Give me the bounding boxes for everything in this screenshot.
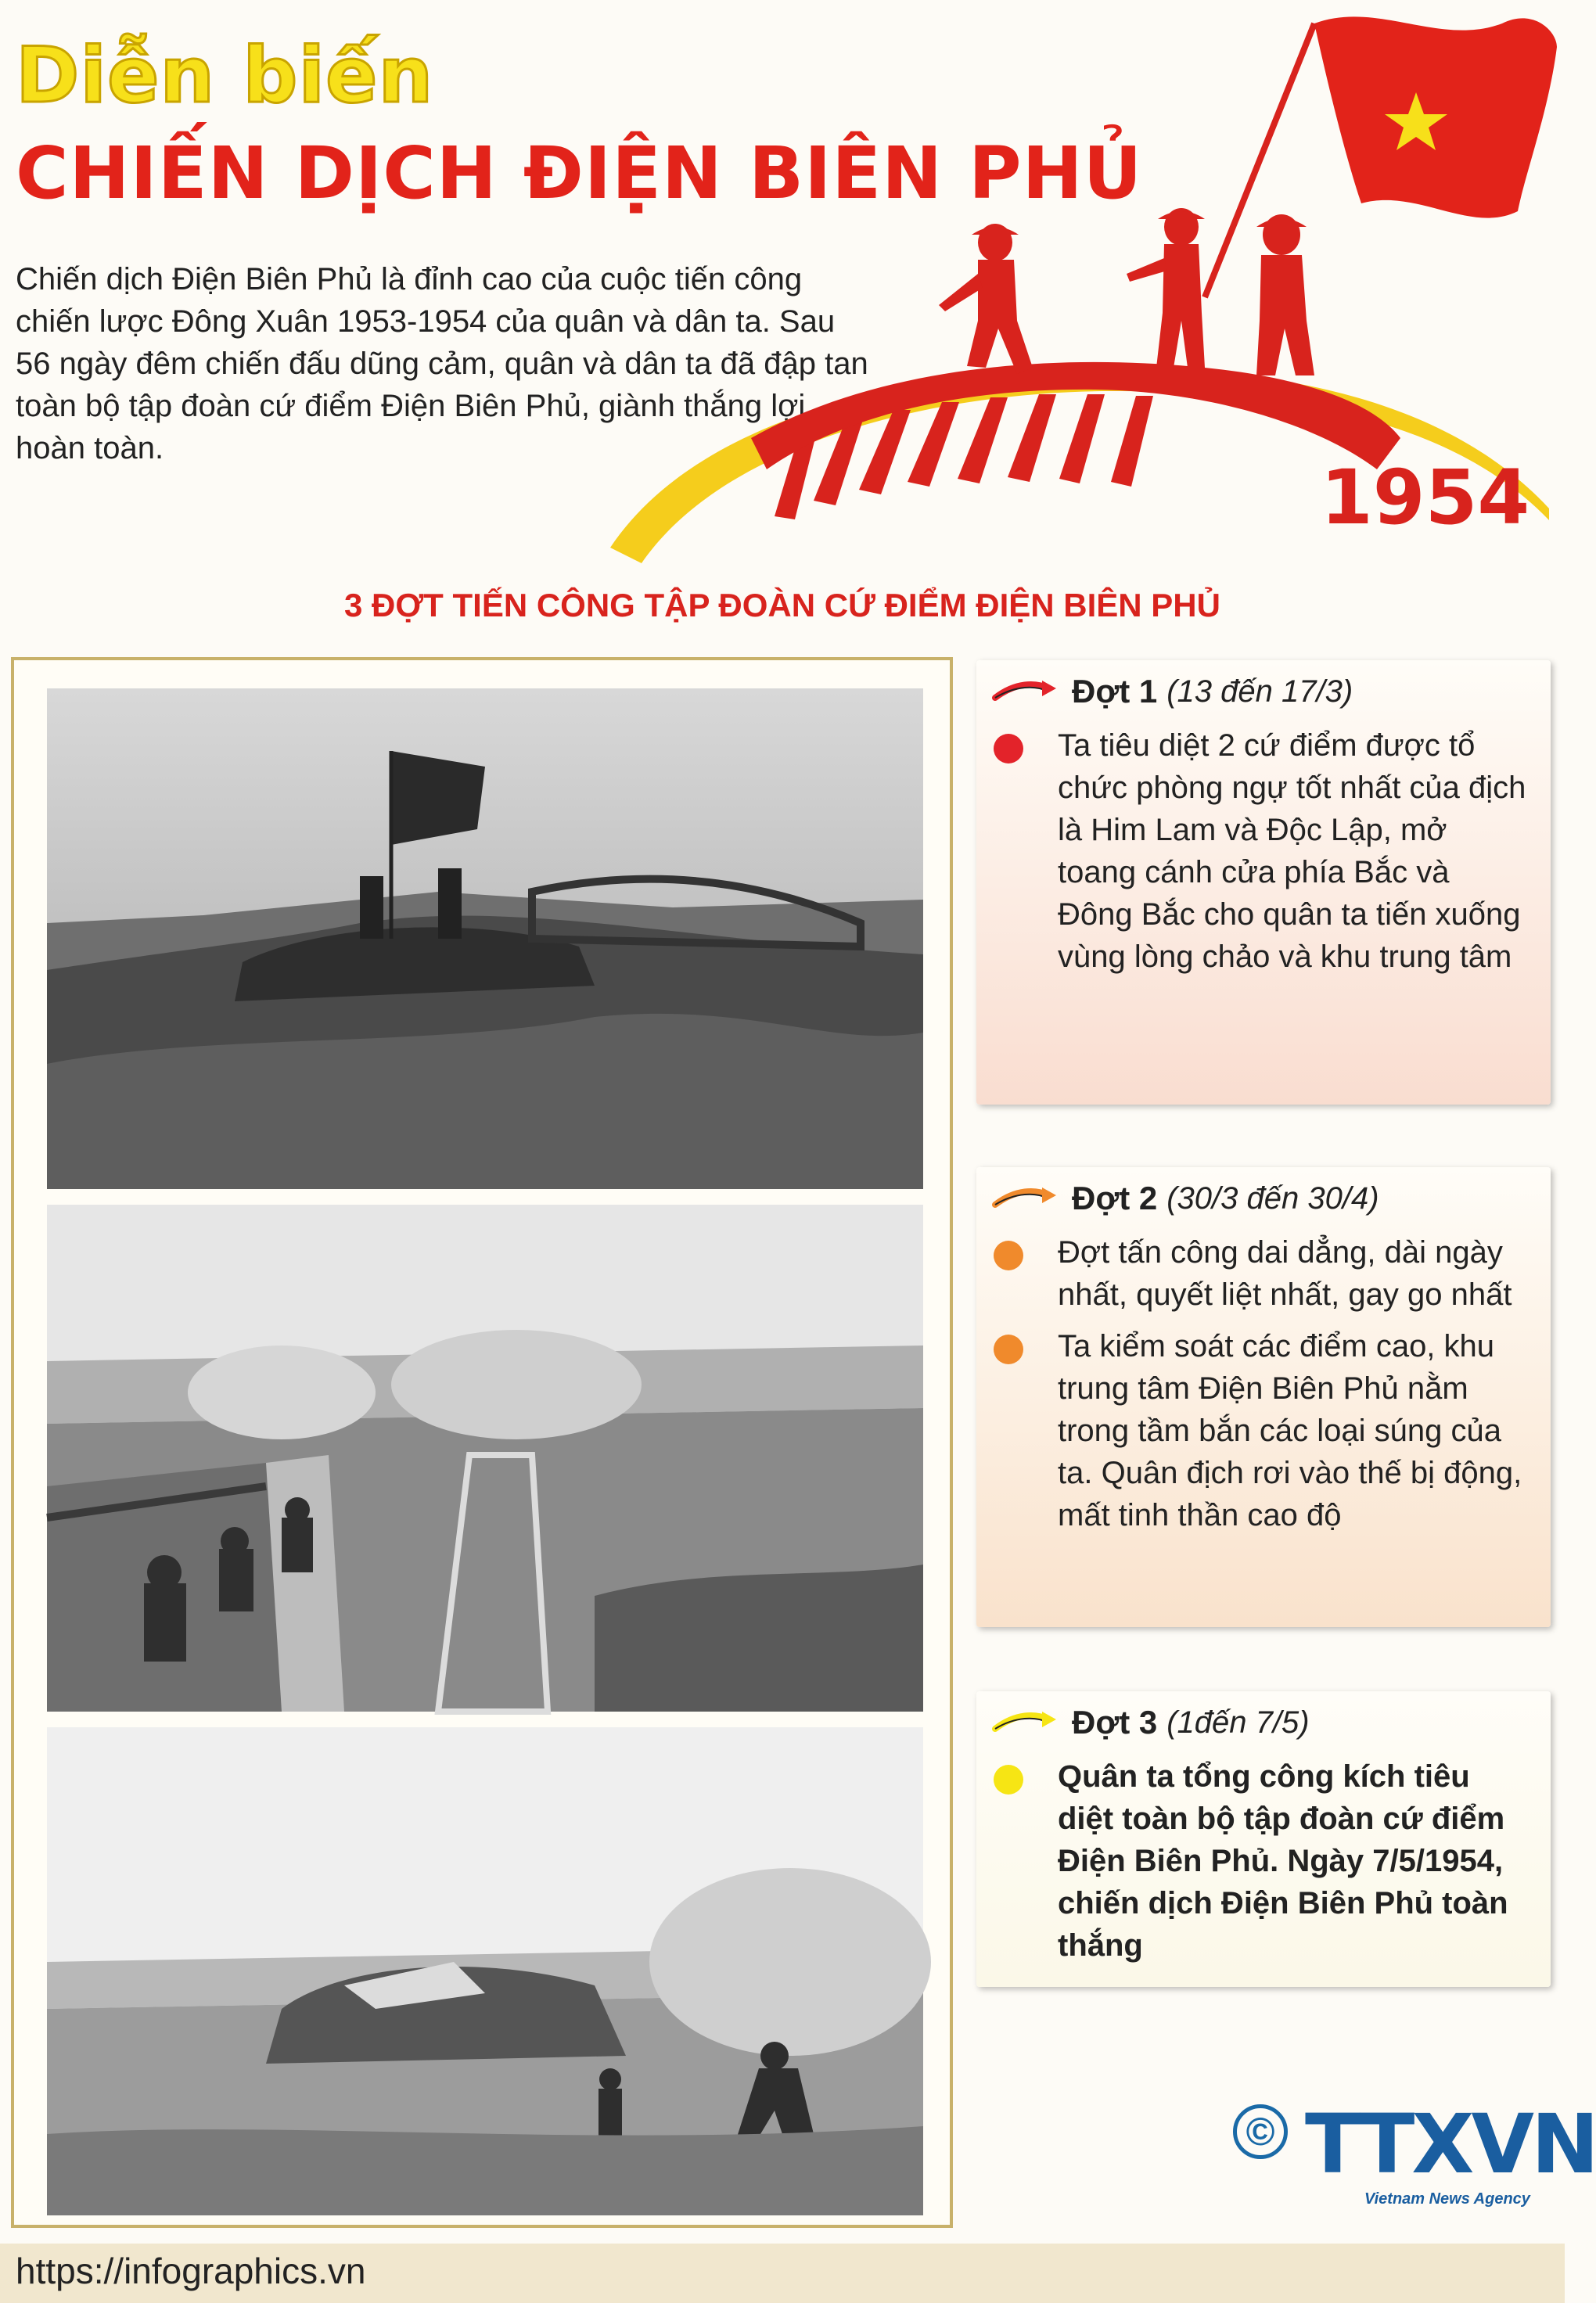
phase-card-3: [976, 1691, 1551, 1987]
yellow-bullet-icon: [994, 1765, 1023, 1795]
orange-arrow-icon: [992, 1181, 1058, 1216]
phase-2-point-2-text: Ta kiểm soát các điểm cao, khu trung tâm Điện Biên Phủ nằm trong tầm bắn các loại súng của ta. Quân địch rơi vào thế bị động, mất tinh thần cao độ: [1058, 1329, 1522, 1532]
phase-2-header: [992, 1175, 1527, 1222]
title-line-2: CHIẾN DỊCH ĐIỆN BIÊN PHỦ: [16, 131, 1143, 215]
phase-card-2: [976, 1167, 1551, 1627]
phase-2-label: Đợt 2: [1072, 1180, 1158, 1216]
red-arrow-icon: [992, 674, 1058, 709]
phase-1-dates: (13 đến 17/3): [1166, 674, 1353, 709]
soldier-silhouettes: [939, 208, 1314, 375]
phase-2-point-1-text: Đợt tấn công dai dẳng, dài ngày nhất, quyết liệt nhất, gay go nhất: [1058, 1235, 1512, 1312]
copyright-icon: ©: [1233, 2104, 1288, 2159]
phase-1-label: Đợt 1: [1072, 673, 1158, 710]
title-line-1: Diễn biến: [16, 31, 434, 120]
phase-card-1: [976, 660, 1551, 1105]
yellow-arrow-icon: [992, 1705, 1058, 1740]
ttxvn-logo: TTXVN: [1305, 2096, 1596, 2192]
photo-final-assault: [47, 1727, 923, 2215]
phase-2-point-2: [992, 1325, 1527, 1536]
red-bullet-icon: [994, 734, 1023, 763]
orange-bullet-icon: [994, 1335, 1023, 1364]
phase-3-point-1-text: Quân ta tổng công kích tiêu diệt toàn bộ tập đoàn cứ điểm Điện Biên Phủ. Ngày 7/5/1954, chiến dịch Điện Biên Phủ toàn thắng: [1058, 1759, 1508, 1963]
phase-3-dates: (1đến 7/5): [1166, 1705, 1310, 1740]
photo-flag-raising: [47, 688, 923, 1189]
photo-bridge-assault: [47, 1205, 923, 1712]
phase-3-header: [992, 1699, 1527, 1746]
phase-3-point-1: [992, 1755, 1527, 1967]
phase-2-dates: (30/3 đến 30/4): [1166, 1180, 1379, 1216]
ttxvn-logo-subtitle: Vietnam News Agency: [1364, 2190, 1530, 2208]
phase-1-point-1-text: Ta tiêu diệt 2 cứ điểm được tổ chức phòng ngự tốt nhất của địch là Him Lam và Độc Lập, mở toang cánh cửa phía Bắc và Đông Bắc cho quân ta tiến xuống vùng lòng chảo và khu trung tâm: [1058, 728, 1526, 974]
phase-2-point-1: [992, 1231, 1527, 1316]
section-title: 3 ĐỢT TIẾN CÔNG TẬP ĐOÀN CỨ ĐIỂM ĐIỆN BIÊN PHỦ: [344, 587, 1220, 623]
intro-paragraph: Chiến dịch Điện Biên Phủ là đỉnh cao của cuộc tiến công chiến lược Đông Xuân 1953-1954 của quân và dân ta. Sau 56 ngày đêm chiến đấu dũng cảm, quân và dân ta đã đập tan toàn bộ tập đoàn cứ điểm Điện Biên Phủ, giành thắng lợi hoàn toàn.: [16, 262, 868, 465]
footer-url-link[interactable]: https://infographics.vn: [16, 2251, 366, 2291]
year-label: 1954: [1321, 454, 1530, 541]
phase-1-point-1: [992, 724, 1527, 978]
orange-bullet-icon: [994, 1241, 1023, 1270]
phase-1-header: [992, 668, 1527, 715]
phase-3-label: Đợt 3: [1072, 1704, 1158, 1741]
